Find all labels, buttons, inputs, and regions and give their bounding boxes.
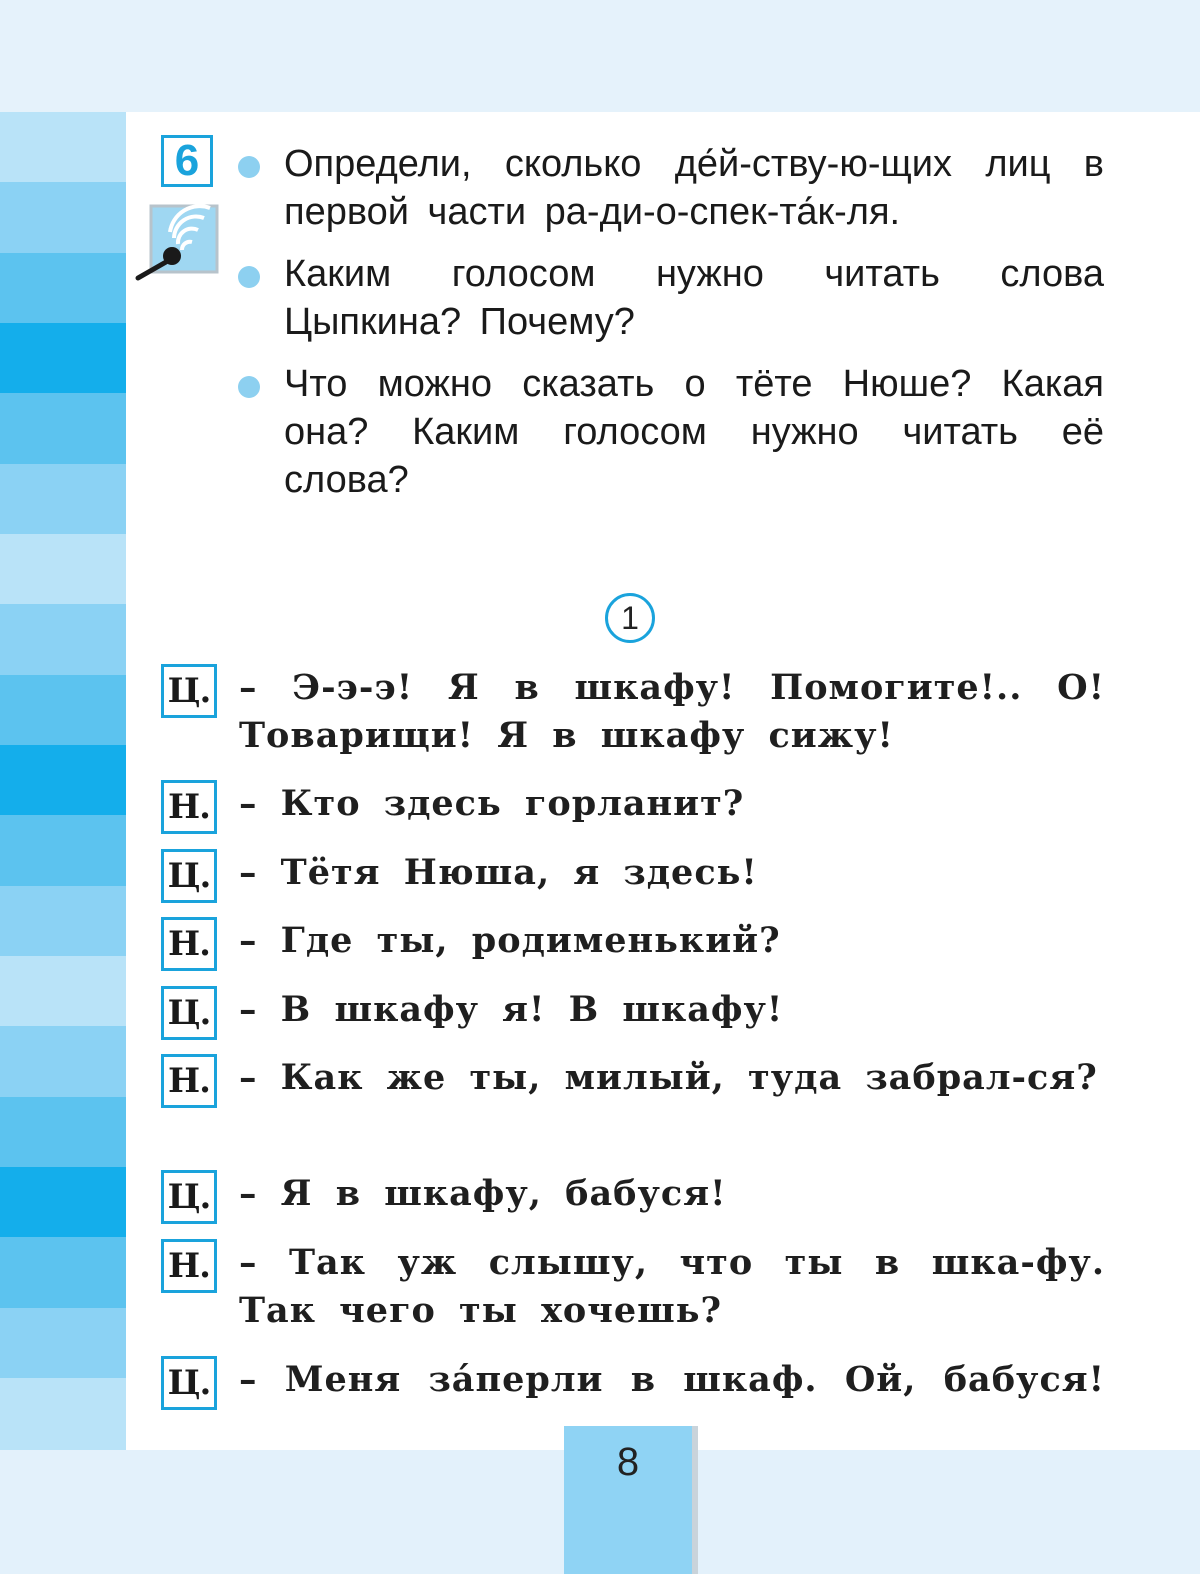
speaker-label: Ц. (161, 849, 217, 903)
microphone-sound-icon (134, 204, 220, 284)
speaker-label: Н. (161, 917, 217, 971)
task-number-box: 6 (161, 135, 213, 187)
bullet-icon (238, 266, 260, 288)
left-color-stripes (0, 112, 126, 1450)
page-number: 8 (616, 1440, 640, 1484)
dialogue-text: – Меня за́перли в шкаф. Ой, бабуся! (239, 1359, 1105, 1400)
dialogue-line (161, 1239, 1105, 1335)
dialogue-text: – В шкафу я! В шкафу! (239, 989, 784, 1030)
question-item (238, 250, 1104, 346)
dialogue-line (161, 780, 1105, 828)
dialogue-line (161, 1170, 1105, 1218)
question-text: Что можно сказать о тёте Нюше? Какая она? Каким голосом нужно читать её слова? (284, 363, 1104, 501)
part-number-circle: 1 (605, 593, 655, 643)
speaker-label: Ц. (161, 664, 217, 718)
dialogue-line (161, 849, 1105, 897)
question-text: Каким голосом нужно читать слова Цыпкина? Почему? (284, 253, 1104, 343)
speaker-label: Н. (161, 780, 217, 834)
speaker-label: Ц. (161, 1356, 217, 1410)
speaker-label: Ц. (161, 1170, 217, 1224)
bullet-icon (238, 156, 260, 178)
question-item (238, 360, 1104, 504)
dialogue-text: – Где ты, родименький? (239, 920, 781, 961)
dialogue-text: – Как же ты, милый, туда забрал-ся? (239, 1057, 1098, 1098)
speaker-label: Н. (161, 1239, 217, 1293)
speaker-label: Ц. (161, 986, 217, 1040)
question-item (238, 140, 1104, 236)
dialogue-line (161, 664, 1105, 760)
dialogue-text: – Так уж слышу, что ты в шка-фу. Так чего ты хочешь? (239, 1242, 1105, 1331)
dialogue-text: – Кто здесь горланит? (239, 783, 745, 824)
dialogue-line (161, 917, 1105, 965)
speaker-label: Н. (161, 1054, 217, 1108)
question-text: Определи, сколько де́й-ству-ю-щих лиц в первой части ра-ди-о-спек-та́к-ля. (284, 143, 1104, 233)
page-number-tab (564, 1426, 692, 1574)
top-margin (0, 0, 1200, 112)
dialogue-line (161, 1054, 1105, 1102)
dialogue-text: – Э-э-э! Я в шкафу! Помогите!.. О! Товарищи! Я в шкафу сижу! (239, 667, 1105, 756)
bullet-icon (238, 376, 260, 398)
dialogue-text: – Я в шкафу, бабуся! (239, 1173, 727, 1214)
dialogue-text: – Тётя Нюша, я здесь! (239, 852, 758, 893)
question-list (238, 140, 1104, 504)
dialogue-line (161, 986, 1105, 1034)
dialogue-line (161, 1356, 1105, 1404)
